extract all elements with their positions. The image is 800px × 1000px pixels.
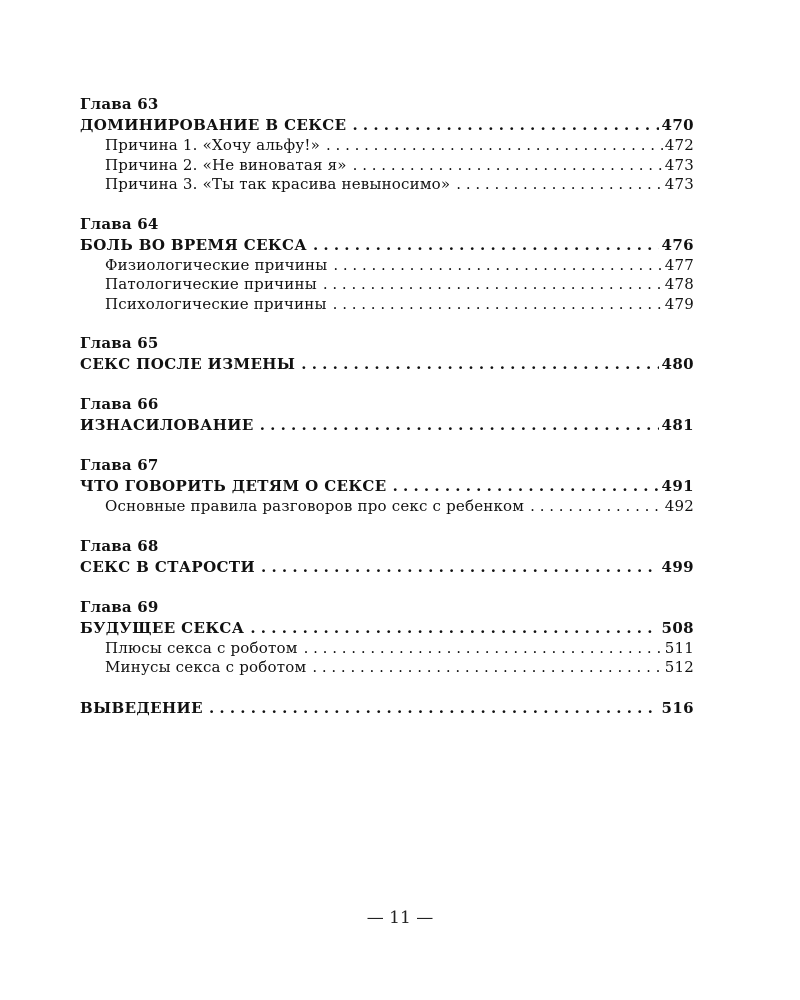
table-of-contents xyxy=(80,94,694,719)
page-number: 480 xyxy=(661,355,694,373)
page-number: 470 xyxy=(661,116,694,134)
chapter-block xyxy=(80,536,694,578)
dot-leader xyxy=(352,115,659,136)
chapter-entry[interactable] xyxy=(80,235,694,256)
chapter-block xyxy=(80,333,694,375)
page-footer-number: — 11 — xyxy=(366,908,434,928)
chapter-label: Глава 63 xyxy=(80,95,159,113)
chapter-label: Глава 65 xyxy=(80,334,159,352)
section-entry[interactable] xyxy=(80,175,694,195)
page-number: 477 xyxy=(664,255,694,274)
chapter-title: ИЗНАСИЛОВАНИЕ xyxy=(80,416,254,434)
page-number: 481 xyxy=(661,416,694,434)
page-number: 473 xyxy=(664,155,694,174)
dot-leader xyxy=(326,136,663,156)
chapter-title: СЕКС В СТАРОСТИ xyxy=(80,557,256,576)
dot-leader xyxy=(209,698,660,719)
page-number: 499 xyxy=(661,557,694,576)
chapter-title: СЕКС ПОСЛЕ ИЗМЕНЫ xyxy=(80,355,296,373)
chapter-title: БУДУЩЕЕ СЕКСА xyxy=(80,618,245,637)
page-number: 516 xyxy=(661,698,694,717)
dot-leader xyxy=(260,415,660,436)
dot-leader xyxy=(313,235,660,256)
page-number: 492 xyxy=(664,497,694,515)
chapter-title: БОЛЬ ВО ВРЕМЯ СЕКСА xyxy=(80,235,307,254)
page-number: 511 xyxy=(664,638,694,657)
chapter-entry[interactable] xyxy=(80,618,694,639)
dot-leader xyxy=(353,156,663,176)
dot-leader xyxy=(301,354,659,375)
section-title: Патологические причины xyxy=(105,275,317,293)
dot-leader xyxy=(530,497,663,517)
chapter-label: Глава 68 xyxy=(80,536,159,555)
dot-leader xyxy=(312,658,662,678)
chapter-entry[interactable] xyxy=(80,476,694,497)
page-number: 491 xyxy=(661,477,694,495)
dot-leader xyxy=(333,295,663,315)
dot-leader xyxy=(250,618,659,639)
section-entry[interactable] xyxy=(80,256,694,276)
conclusion-title: ВЫВЕДЕНИЕ xyxy=(80,698,203,717)
page-number: 476 xyxy=(661,235,694,254)
section-title: Плюсы секса с роботом xyxy=(105,638,298,657)
dot-leader xyxy=(333,256,662,276)
chapter-block xyxy=(80,455,694,517)
section-title: Причина 3. «Ты так красива невыносимо» xyxy=(105,175,451,193)
dot-leader xyxy=(393,476,660,497)
chapter-block xyxy=(80,214,694,315)
section-title: Психологические причины xyxy=(105,294,327,313)
section-entry[interactable] xyxy=(80,639,694,659)
chapter-entry[interactable] xyxy=(80,415,694,436)
chapter-label: Глава 67 xyxy=(80,456,159,474)
section-entry[interactable] xyxy=(80,275,694,295)
chapter-label: Глава 69 xyxy=(80,597,159,616)
conclusion-entry[interactable] xyxy=(80,698,694,719)
dot-leader xyxy=(304,639,663,659)
section-entry[interactable] xyxy=(80,136,694,156)
chapter-entry[interactable] xyxy=(80,354,694,375)
dot-leader xyxy=(323,275,663,295)
page-number: 508 xyxy=(661,618,694,637)
dot-leader xyxy=(456,175,662,195)
section-entry[interactable] xyxy=(80,658,694,678)
page-number: 512 xyxy=(664,658,694,676)
section-entry[interactable] xyxy=(80,295,694,315)
chapter-entry[interactable] xyxy=(80,115,694,136)
chapter-title: ДОМИНИРОВАНИЕ В СЕКСЕ xyxy=(80,116,347,134)
section-title: Минусы секса с роботом xyxy=(105,658,307,676)
section-title: Физиологические причины xyxy=(105,255,328,274)
section-entry[interactable] xyxy=(80,156,694,176)
chapter-block xyxy=(80,394,694,436)
section-entry[interactable] xyxy=(80,497,694,517)
page-number: 478 xyxy=(664,275,694,293)
chapter-block xyxy=(80,597,694,678)
page-number: 473 xyxy=(664,175,694,193)
section-title: Основные правила разговоров про секс с ребенком xyxy=(105,497,525,515)
chapter-title: ЧТО ГОВОРИТЬ ДЕТЯМ О СЕКСЕ xyxy=(80,477,387,495)
page-number: 472 xyxy=(664,136,694,154)
chapter-label: Глава 64 xyxy=(80,214,159,233)
chapter-block xyxy=(80,94,694,195)
page-number: 479 xyxy=(664,294,694,313)
section-title: Причина 1. «Хочу альфу!» xyxy=(105,136,320,154)
section-title: Причина 2. «Не виноватая я» xyxy=(105,155,347,174)
chapter-entry[interactable] xyxy=(80,557,694,578)
dot-leader xyxy=(261,557,659,578)
chapter-label: Глава 66 xyxy=(80,395,159,413)
